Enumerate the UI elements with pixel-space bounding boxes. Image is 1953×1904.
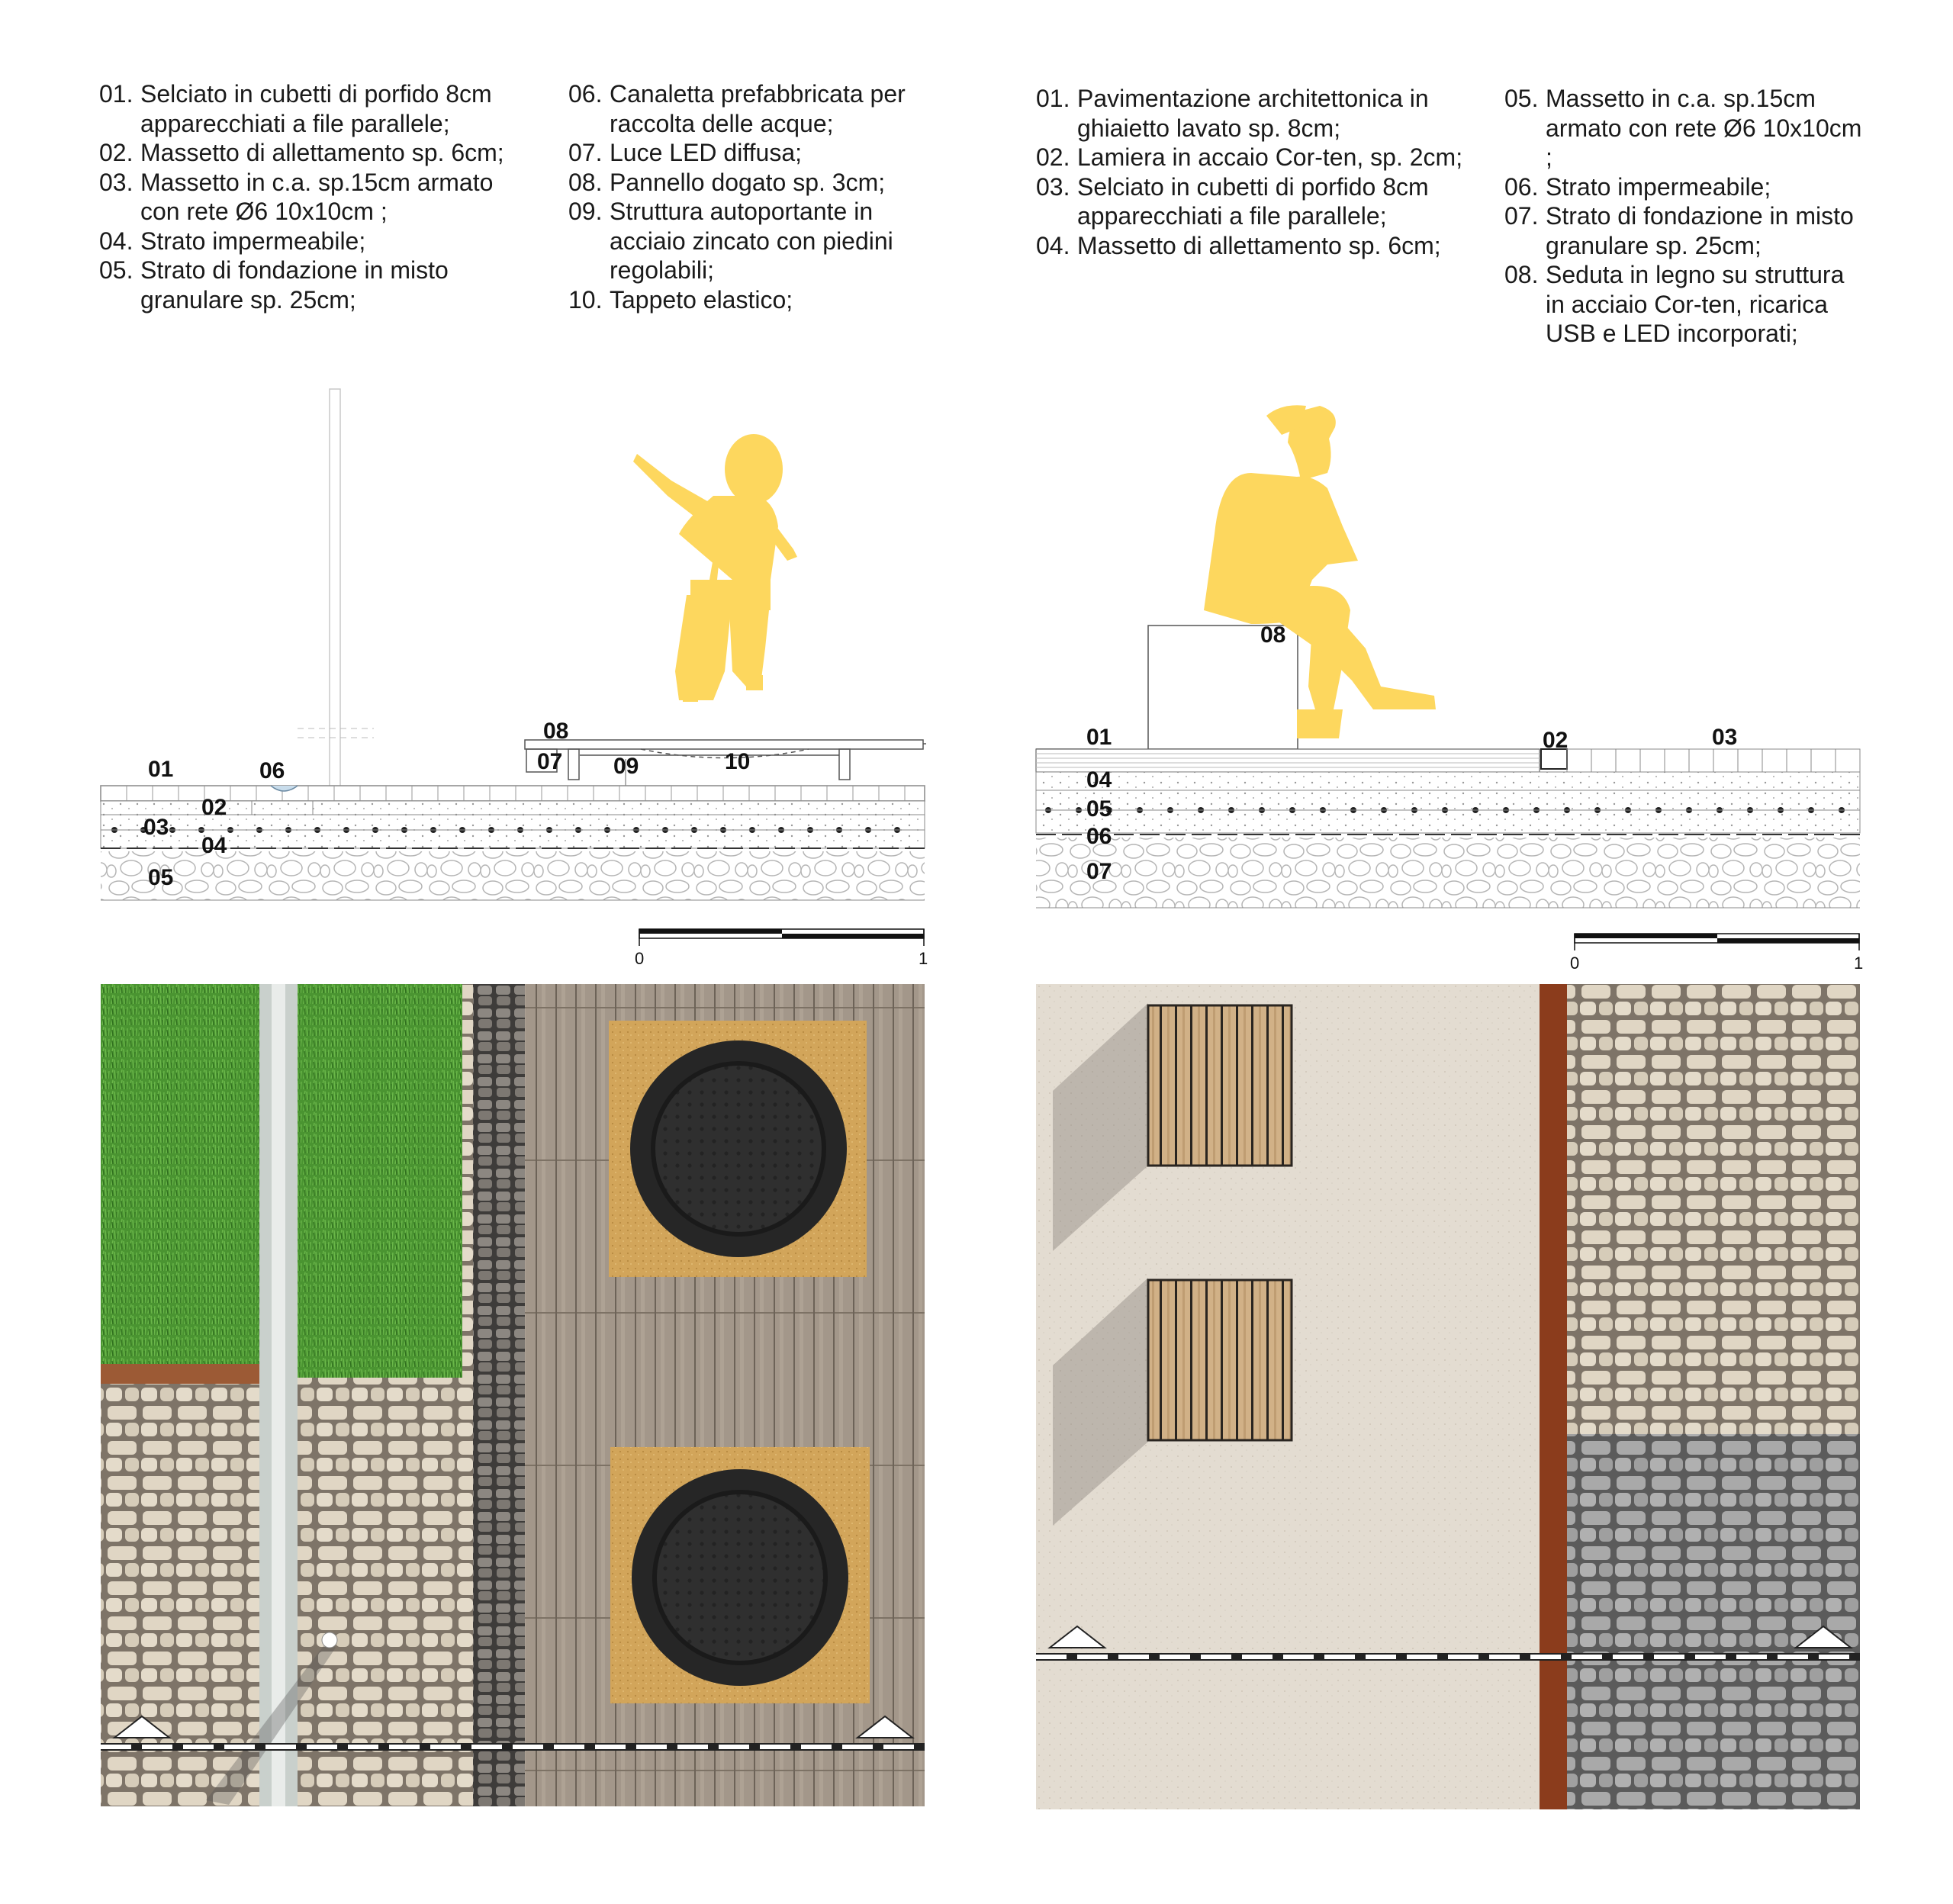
legend-number: 10. — [568, 285, 603, 314]
porphyry-cube — [1811, 749, 1836, 772]
left-label-03: 03 — [143, 815, 169, 840]
legend-number: 08. — [568, 168, 603, 196]
grass-bed-left — [101, 984, 259, 1364]
legend-number: 07. — [1504, 202, 1539, 230]
legend-text: Canaletta prefabbricata per raccolta delle acque; — [610, 80, 906, 137]
legend-text: Seduta in legno su struttura in acciaio Cor-ten, ricarica USB e LED incorporati; — [1546, 261, 1845, 347]
left-label-04: 04 — [201, 833, 227, 858]
left-foundation — [101, 851, 925, 900]
left-label-06: 06 — [259, 758, 285, 783]
right-scale-bar — [1570, 934, 1863, 973]
bench-top — [1148, 1005, 1292, 1166]
legend-number: 03. — [99, 168, 134, 196]
legend-text: Luce LED diffusa; — [610, 139, 803, 166]
legend-text: Struttura autoportante in acciaio zincato con piedini regolabili; — [610, 198, 893, 284]
legend-number: 04. — [1036, 231, 1070, 259]
right-label-06: 06 — [1086, 824, 1112, 849]
legend-text: Strato di fondazione in misto granulare sp. 25cm; — [140, 256, 449, 314]
trampoline-bottom — [610, 1447, 870, 1703]
legend-number: 06. — [568, 80, 603, 108]
legend-text: Tappeto elastico; — [610, 285, 793, 314]
right-bedding-layer — [1036, 772, 1860, 790]
trampoline-top — [609, 1021, 867, 1277]
porphyry-cube — [1567, 749, 1591, 772]
porphyry-cube — [1762, 749, 1787, 772]
legend-text: Strato di fondazione in misto granulare sp. 25cm; — [1546, 202, 1854, 259]
right-label-07: 07 — [1086, 859, 1112, 884]
right-label-05: 05 — [1086, 796, 1112, 822]
dark-cobble-band — [473, 984, 525, 1806]
legend-text: Strato impermeabile; — [140, 227, 366, 255]
legend-text: Selciato in cubetti di porfido 8cm apparecchiati a file parallele; — [140, 80, 492, 137]
porphyry-plan-bottom — [1567, 1434, 1860, 1809]
porphyry-cube — [1616, 749, 1640, 772]
corten-strip — [1540, 984, 1567, 1809]
legend-number: 05. — [1504, 85, 1539, 112]
left-label-01: 01 — [148, 757, 174, 782]
legend-text: Pannello dogato sp. 3cm; — [610, 168, 886, 196]
right-label-08: 08 — [1260, 622, 1286, 648]
left-scale-start: 0 — [635, 949, 645, 968]
right-scale-start: 0 — [1570, 954, 1580, 973]
left-plan — [101, 984, 925, 1806]
legend-number: 06. — [1504, 172, 1539, 201]
legend-number: 02. — [99, 139, 134, 166]
legend-number: 01. — [99, 80, 134, 108]
legend-number: 04. — [99, 227, 134, 255]
right-section-drawing — [1036, 405, 1863, 973]
left-label-07: 07 — [537, 749, 563, 774]
porphyry-cube — [1689, 749, 1713, 772]
left-section-drawing — [101, 389, 928, 968]
left-label-02: 02 — [201, 795, 227, 820]
porphyry-cube — [1591, 749, 1616, 772]
legend-text: Strato impermeabile; — [1546, 172, 1771, 201]
legend-text: Lamiera in accaio Cor-ten, sp. 2cm; — [1077, 143, 1463, 171]
right-scale-end: 1 — [1854, 954, 1864, 973]
legend-text: Massetto in c.a. sp.15cm armato con rete Ø6 10x10cm ; — [140, 168, 494, 225]
porphyry-cube — [1713, 749, 1738, 772]
left-label-10: 10 — [725, 749, 751, 774]
legend-text: Massetto di allettamento sp. 6cm; — [1077, 231, 1441, 259]
porphyry-cube — [1640, 749, 1665, 772]
porphyry-plan-top — [1567, 984, 1860, 1434]
legend-number: 01. — [1036, 85, 1070, 112]
left-scale-bar — [635, 929, 928, 968]
porphyry-cube — [1738, 749, 1762, 772]
legend-text: Massetto in c.a. sp.15cm armato con rete Ø6 10x10cm ; — [1546, 85, 1862, 171]
right-plan — [1036, 984, 1860, 1809]
legend-text: Massetto di allettamento sp. 6cm; — [140, 139, 504, 166]
lamp-head-icon — [322, 1632, 337, 1648]
right-label-04: 04 — [1086, 767, 1112, 793]
lamp-pole — [330, 389, 340, 787]
legend-text: Selciato in cubetti di porfido 8cm apparecchiati a file parallele; — [1077, 172, 1429, 230]
legend-number: 02. — [1036, 143, 1070, 171]
legend-number: 05. — [99, 256, 134, 284]
legend-text: Pavimentazione architettonica in ghiaietto lavato sp. 8cm; — [1077, 85, 1429, 142]
right-label-02: 02 — [1543, 728, 1569, 753]
right-label-01: 01 — [1086, 725, 1112, 750]
legend-number: 09. — [568, 198, 603, 225]
right-foundation — [1036, 838, 1860, 908]
bench-bottom — [1148, 1280, 1292, 1440]
right-label-03: 03 — [1712, 725, 1738, 750]
legend-number: 07. — [568, 139, 603, 166]
legend-number: 03. — [1036, 172, 1070, 201]
left-scale-end: 1 — [919, 949, 928, 968]
porphyry-cube — [1836, 749, 1860, 772]
legend-number: 08. — [1504, 261, 1539, 288]
left-label-09: 09 — [613, 754, 639, 779]
right-concrete-layer — [1036, 790, 1860, 833]
grass-bed-right — [298, 984, 462, 1378]
left-label-08: 08 — [543, 719, 569, 744]
porphyry-cube — [1665, 749, 1689, 772]
child-silhouette — [633, 434, 797, 702]
left-label-05: 05 — [148, 865, 174, 890]
porphyry-cube — [1787, 749, 1811, 772]
